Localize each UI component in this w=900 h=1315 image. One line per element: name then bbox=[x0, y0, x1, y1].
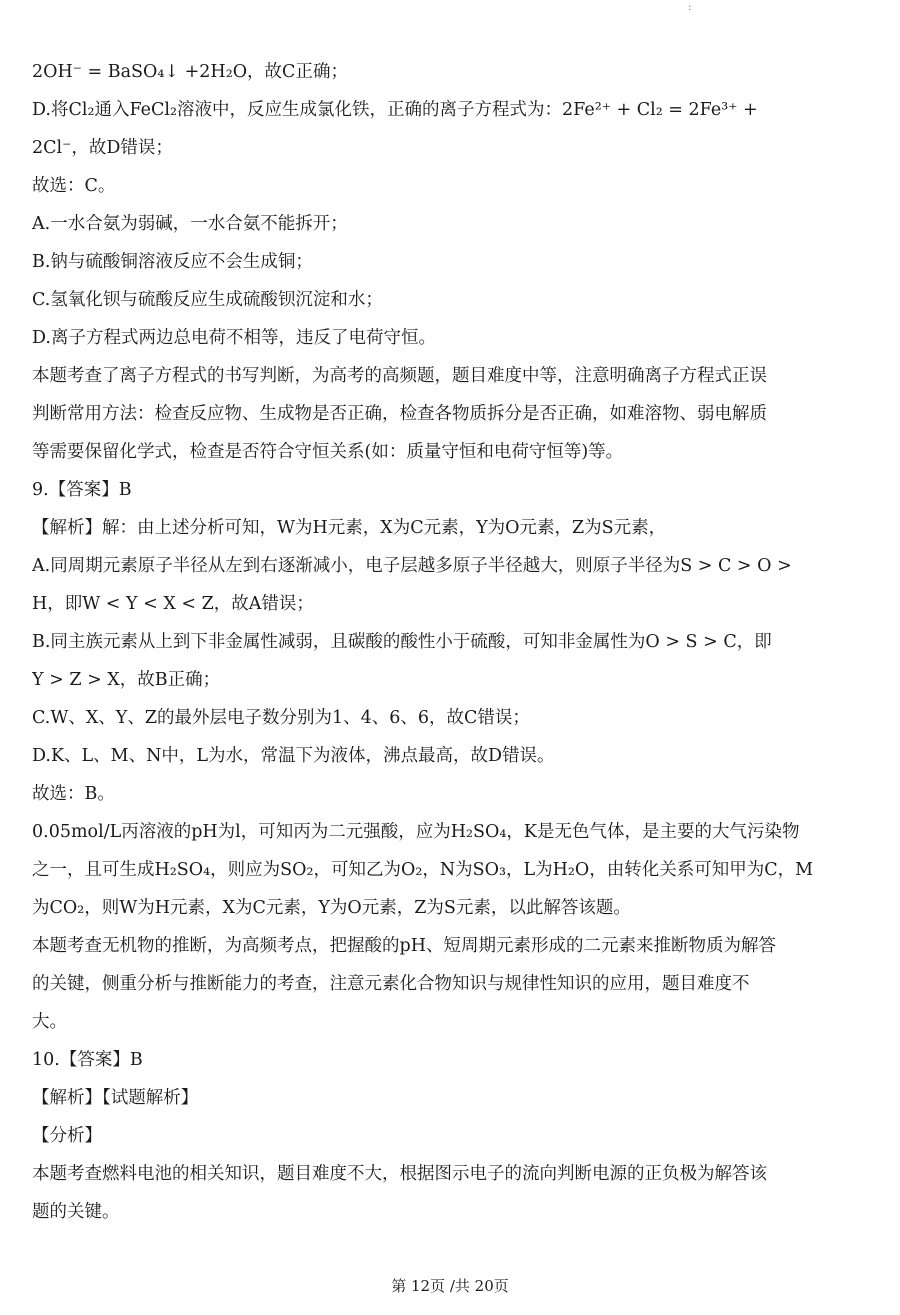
text-line: A.同周期元素原子半径从左到右逐渐减小，电子层越多原子半径越大，则原子半径为S > C > O > bbox=[32, 556, 792, 576]
text-line: 题的关键。 bbox=[32, 1202, 120, 1222]
page-footer: 第 12页 /共 20页 bbox=[391, 1277, 509, 1295]
text-line: B.同主族元素从上到下非金属性减弱，且碳酸的酸性小于硫酸，可知非金属性为O > S > C，即 bbox=[32, 632, 772, 652]
text-line: 判断常用方法：检查反应物、生成物是否正确，检查各物质拆分是否正确，如难溶物、弱电解质 bbox=[32, 404, 767, 424]
text-line: 【分析】 bbox=[32, 1126, 102, 1146]
text-line: 大。 bbox=[32, 1012, 67, 1032]
text-line: 之一，且可生成H₂SO₄，则应为SO₂，可知乙为O₂，N为SO₃，L为H₂O，由转化关系可知甲为C，M bbox=[32, 860, 814, 880]
text-line: D.将Cl₂通入FeCl₂溶液中，反应生成氯化铁，正确的离子方程式为：2Fe²⁺ + Cl₂ = 2Fe³⁺ + bbox=[32, 100, 758, 120]
text-line: 为CO₂，则W为H元素，X为C元素，Y为O元素，Z为S元素，以此解答该题。 bbox=[32, 898, 631, 918]
text-line: H，即W < Y < X < Z，故A错误； bbox=[32, 594, 314, 614]
text-line: D.K、L、M、N中，L为水，常温下为液体，沸点最高，故D错误。 bbox=[32, 746, 555, 766]
text-line: Y > Z > X，故B正确； bbox=[32, 670, 221, 690]
text-line: 2OH⁻ = BaSO₄↓ +2H₂O，故C正确； bbox=[32, 62, 348, 82]
answer-heading: 9.【答案】B bbox=[32, 480, 132, 500]
text-line: C.W、X、Y、Z的最外层电子数分别为1、4、6、6，故C错误； bbox=[32, 708, 530, 728]
text-line: 的关键，侧重分析与推断能力的考查，注意元素化合物知识与规律性知识的应用，题目难度不 bbox=[32, 974, 750, 994]
text-line: 等需要保留化学式，检查是否符合守恒关系(如：质量守恒和电荷守恒等)等。 bbox=[32, 442, 624, 462]
text-line: 本题考查了离子方程式的书写判断，为高考的高频题，题目难度中等，注意明确离子方程式正误 bbox=[32, 366, 767, 386]
text-line: 故选：C。 bbox=[32, 176, 116, 196]
text-line: A.一水合氨为弱碱，一水合氨不能拆开； bbox=[32, 214, 348, 234]
text-line: 本题考查燃料电池的相关知识，题目难度不大，根据图示电子的流向判断电源的正负极为解答该 bbox=[32, 1164, 767, 1184]
text-line: 【解析】【试题解析】 bbox=[32, 1088, 199, 1108]
text-line: D.离子方程式两边总电荷不相等，违反了电荷守恒。 bbox=[32, 328, 436, 348]
text-line: 0.05mol/L丙溶液的pH为l，可知丙为二元强酸，应为H₂SO₄，K是无色气体，是主要的大气污染物 bbox=[32, 822, 800, 842]
text-line: 【解析】解：由上述分析可知，W为H元素，X为C元素，Y为O元素，Z为S元素， bbox=[32, 518, 667, 538]
text-line: 本题考查无机物的推断，为高频考点，把握酸的pH、短周期元素形成的二元素来推断物质为解答 bbox=[32, 936, 776, 956]
text-line: C.氢氧化钡与硫酸反应生成硫酸钡沉淀和水； bbox=[32, 290, 383, 310]
text-line: 故选：B。 bbox=[32, 784, 115, 804]
corner-mark: : bbox=[688, 2, 692, 13]
text-line: 2Cl⁻，故D错误； bbox=[32, 138, 173, 158]
text-line: B.钠与硫酸铜溶液反应不会生成铜； bbox=[32, 252, 313, 272]
answer-heading: 10.【答案】B bbox=[32, 1050, 143, 1070]
